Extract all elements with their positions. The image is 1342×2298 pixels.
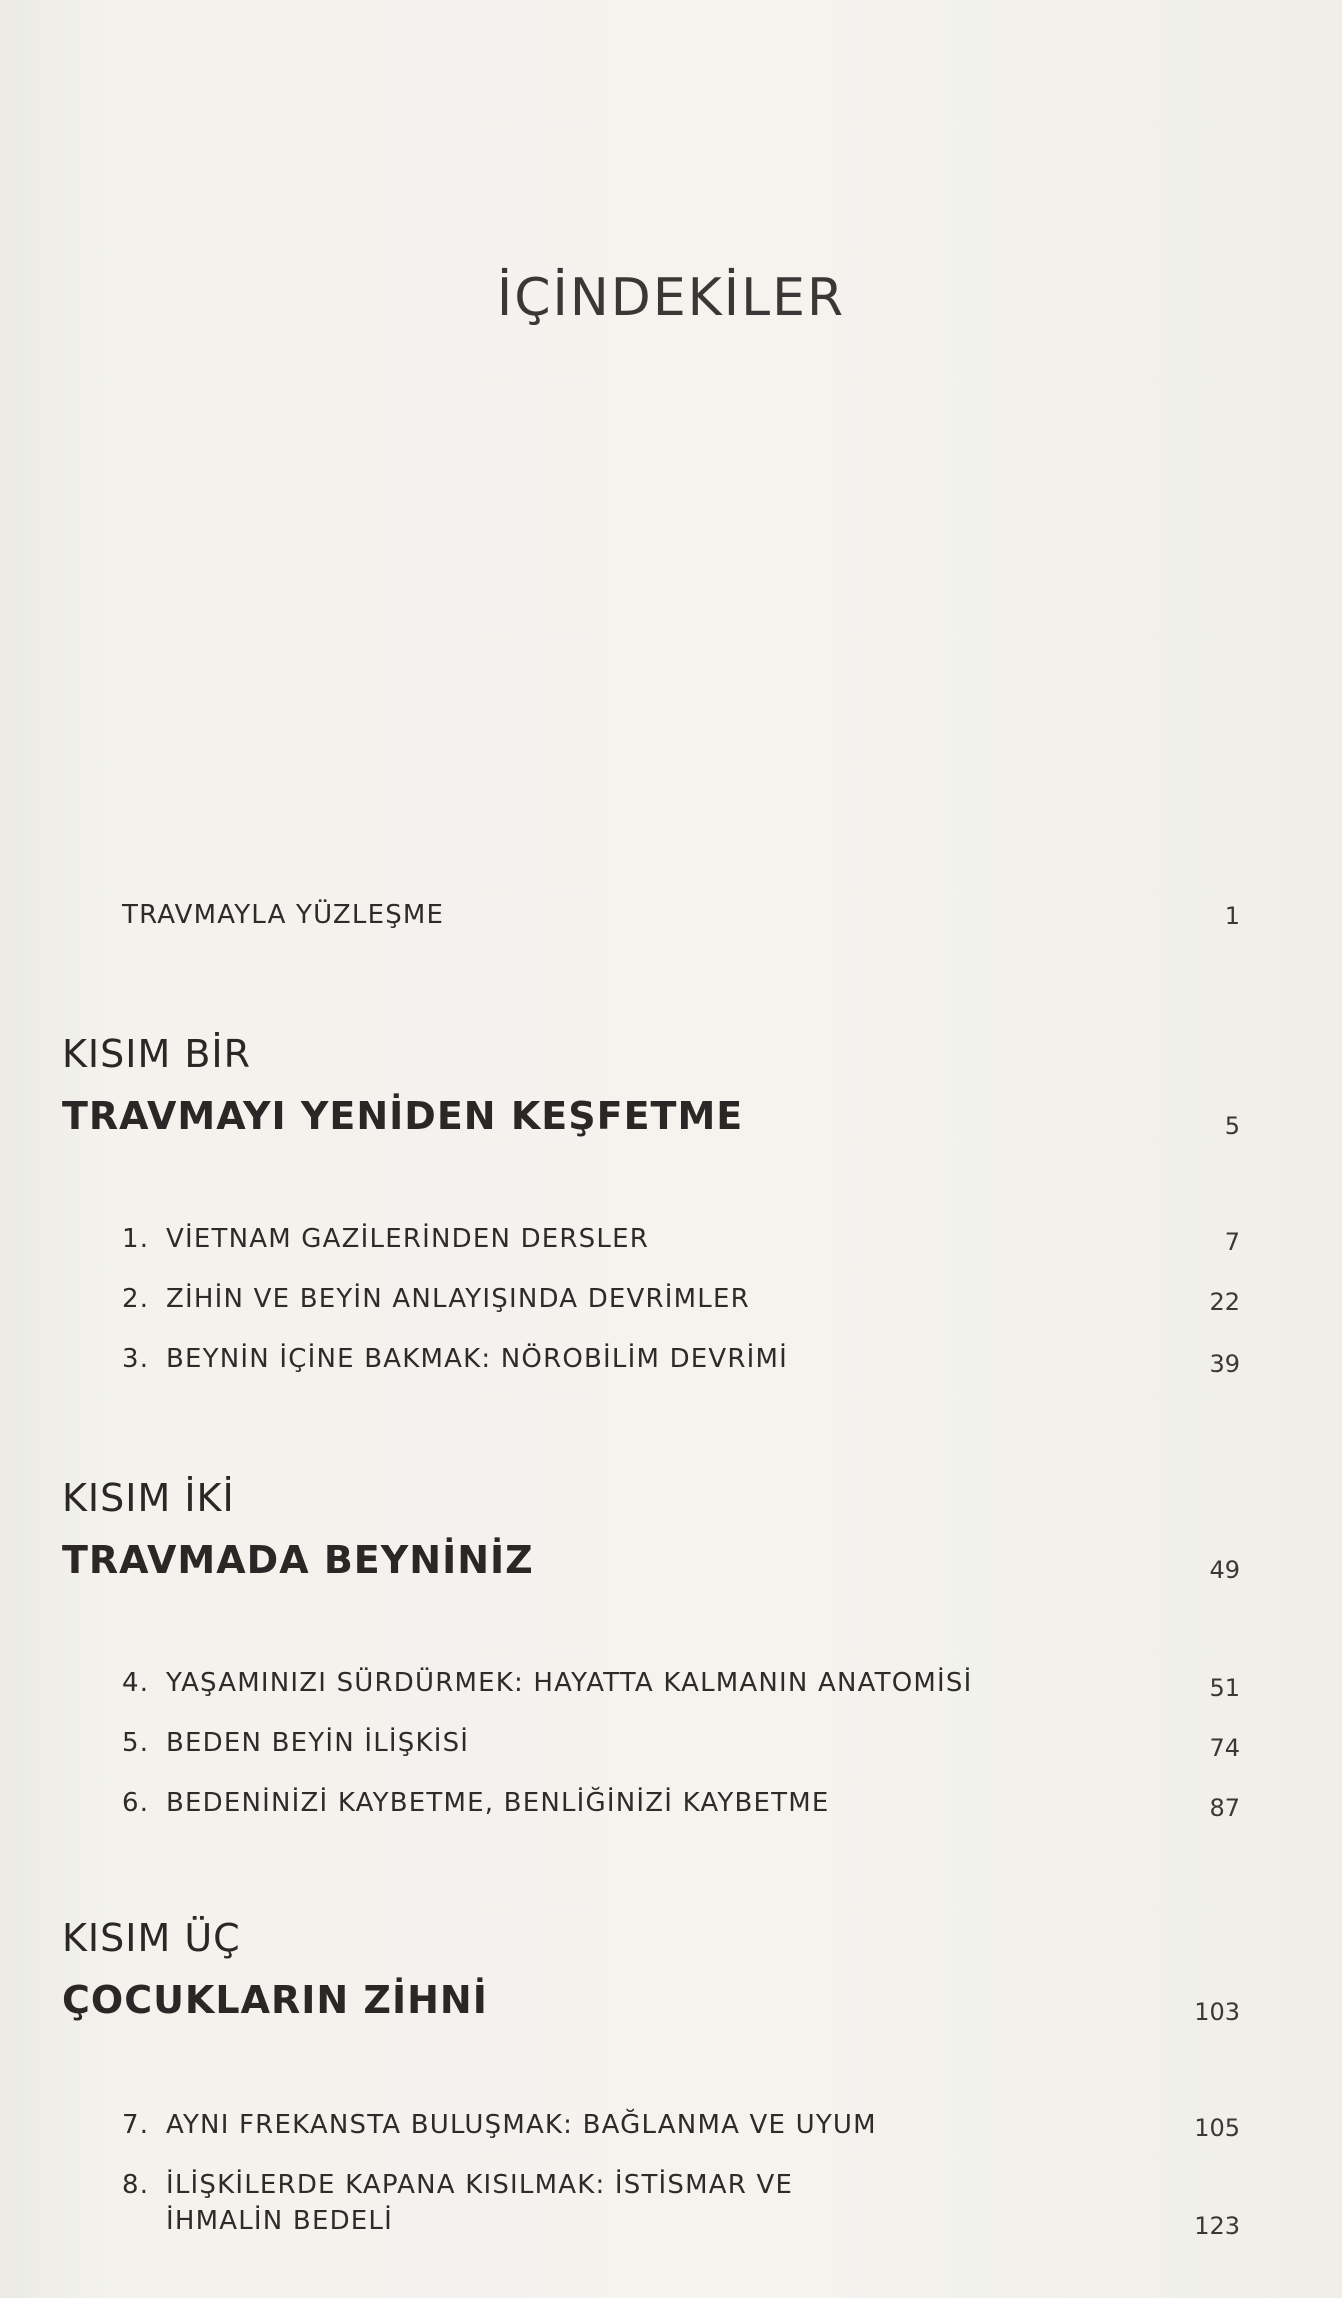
chapter-7-page-number: 105 [1194,2114,1240,2142]
chapter-6-page-number: 87 [1209,1794,1240,1822]
chapter-4-page-number: 51 [1209,1674,1240,1702]
part-3-page-number: 103 [1194,1998,1240,2026]
part-3-title: ÇOCUKLARIN ZİHNİ [62,1978,488,2022]
chapter-3 [122,1344,788,1374]
part-2-page-number: 49 [1209,1556,1240,1584]
chapter-5-page-number: 74 [1209,1734,1240,1762]
chapter-4 [122,1668,972,1698]
chapter-title-line-2: İHMALİN BEDELİ [166,2206,393,2236]
part-1-title: TRAVMAYI YENİDEN KEŞFETME [62,1094,744,1138]
chapter-8-continuation [122,2206,393,2236]
chapter-number: 3. [122,1344,150,1374]
chapter-6 [122,1788,829,1818]
chapter-title: ZİHİN VE BEYİN ANLAYIŞINDA DEVRİMLER [166,1284,750,1314]
chapter-7 [122,2110,877,2140]
chapter-title: BEYNİN İÇİNE BAKMAK: NÖROBİLİM DEVRİMİ [166,1344,789,1374]
part-3-label: KISIM ÜÇ [62,1916,241,1960]
chapter-3-page-number: 39 [1209,1350,1240,1378]
chapter-title: BEDENİNİZİ KAYBETME, BENLİĞİNİZİ KAYBETME [166,1788,830,1818]
chapter-1 [122,1224,649,1254]
page-title: İÇİNDEKİLER [496,268,846,328]
chapter-2 [122,1284,750,1314]
chapter-number: 4. [122,1668,150,1698]
chapter-number: 8. [122,2170,150,2200]
chapter-title: BEDEN BEYİN İLİŞKİSİ [166,1728,470,1758]
chapter-title: YAŞAMINIZI SÜRDÜRMEK: HAYATTA KALMANIN ANATOMİSİ [166,1668,973,1698]
chapter-number: 1. [122,1224,150,1254]
chapter-number: 5. [122,1728,150,1758]
part-2-title: TRAVMADA BEYNİNİZ [62,1538,534,1582]
chapter-8 [122,2170,793,2200]
chapter-number: 7. [122,2110,150,2140]
chapter-2-page-number: 22 [1209,1288,1240,1316]
part-1-page-number: 5 [1224,1112,1240,1140]
chapter-number: 6. [122,1788,150,1818]
intro-label: TRAVMAYLA YÜZLEŞME [122,900,445,930]
chapter-title: İLİŞKİLERDE KAPANA KISILMAK: İSTİSMAR VE [166,2170,794,2200]
part-2-label: KISIM İKİ [62,1476,235,1520]
chapter-8-page-number: 123 [1194,2212,1240,2240]
chapter-5 [122,1728,469,1758]
part-1-label: KISIM BİR [62,1032,251,1076]
chapter-title: VİETNAM GAZİLERİNDEN DERSLER [166,1224,649,1254]
chapter-number: 2. [122,1284,150,1314]
chapter-1-page-number: 7 [1224,1228,1240,1256]
intro-page-number: 1 [1224,902,1240,930]
chapter-title: AYNI FREKANSTA BULUŞMAK: BAĞLANMA VE UYUM [166,2110,877,2140]
